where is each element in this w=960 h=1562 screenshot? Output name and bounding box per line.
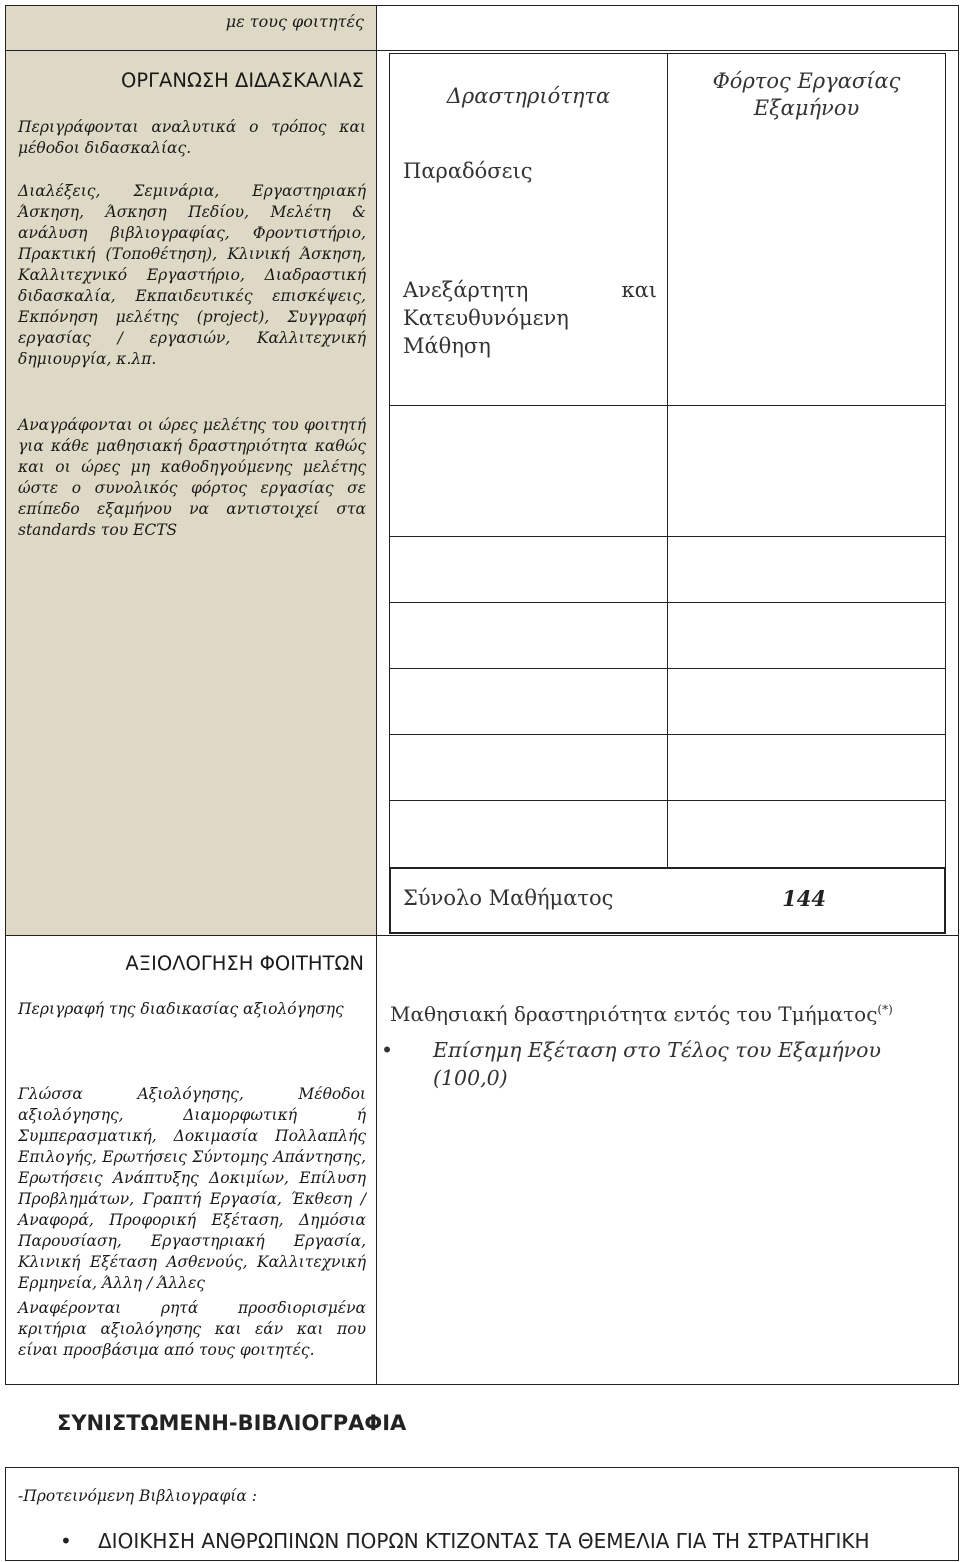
workload-note: Αναγράφονται οι ώρες μελέτης του φοιτητή για κάθε μαθησιακή δραστηριότητα καθώς και οι ώρες μη καθοδηγούμενης μελέτης ώστε ο συνολικός φόρτος εργασίας σε επίπεδο εξαμήνου να αντιστοιχεί στα standards του ECTS: [18, 416, 366, 539]
teaching-intro: Περιγράφονται αναλυτικά ο τρόπος και μέθοδοι διδασκαλίας.: [18, 118, 366, 157]
empty-row-b-right: [667, 536, 946, 603]
activity-row-2-cell: [389, 260, 668, 406]
empty-row-d-left: [389, 668, 668, 735]
load-header: Φόρτος Εργασίας Εξαμήνου: [712, 69, 901, 120]
activity-row-2: Ανεξάρτητη και Κατευθυνόμενη Μάθηση: [403, 278, 657, 358]
bibliography-sub-label: -Προτεινόμενη Βιβλιογραφία :: [18, 1487, 258, 1505]
assessment-right-title-sup: (*): [877, 1002, 893, 1017]
assessment-right-title: Μαθησιακή δραστηριότητα εντός του Τμήματος: [390, 1002, 878, 1026]
top-left-text: με τους φοιτητές: [225, 12, 364, 31]
empty-row-b-left: [389, 536, 668, 603]
total-value: 144: [782, 886, 826, 911]
assessment-item-text: Επίσημη Εξέταση στο Τέλος του Εξαμήνου (100,0): [433, 1038, 881, 1090]
activity-row-1-cell: [389, 143, 668, 261]
assessment-criteria-note: Αναφέρονται ρητά προσδιορισμένα κριτήρια αξιολόγησης και εάν και που είναι προσβάσιμα από τους φοιτητές.: [18, 1299, 366, 1359]
empty-row-a-left: [389, 405, 668, 537]
empty-row-e-right: [667, 734, 946, 801]
empty-row-c-right: [667, 602, 946, 669]
empty-row-d-right: [667, 668, 946, 735]
teaching-left-panel: [5, 50, 377, 936]
assessment-heading: ΑΞΙΟΛΟΓΗΣΗ ΦΟΙΤΗΤΩΝ: [125, 952, 364, 975]
total-label: Σύνολο Μαθήματος: [403, 886, 614, 910]
load-row-2-cell: [667, 260, 946, 406]
teaching-methods: Διαλέξεις, Σεμινάρια, Εργαστηριακή Άσκηση, Άσκηση Πεδίου, Μελέτη & ανάλυση βιβλιογραφίας, Φροντιστήριο, Πρακτική (Τοποθέτηση), Κλινική Άσκηση, Καλλιτεχνικό Εργαστήριο, Διαδραστική διδασκαλία, Εκπαιδευτικές επισκέψεις, Εκπόνηση μελέτης (project), Συγγραφή εργασίας / εργασιών, Καλλιτεχνική δημιουργία, κ.λπ.: [18, 182, 366, 368]
bibliography-item-text: ΔΙΟΙΚΗΣΗ ΑΝΘΡΩΠΙΝΩΝ ΠΟΡΩΝ ΚΤΙΖΟΝΤΑΣ ΤΑ ΘΕΜΕΛΙΑ ΓΙΑ ΤΗ ΣΤΡΑΤΗΓΙΚΗ: [98, 1529, 870, 1553]
top-right-cell: [376, 5, 959, 51]
bibliography-list-item: [6, 1528, 956, 1554]
empty-row-a-right: [667, 405, 946, 537]
bibliography-heading: ΣΥΝΙΣΤΩΜΕΝΗ-ΒΙΒΛΙΟΓΡΑΦΙΑ: [57, 1411, 407, 1435]
activity-header: Δραστηριότητα: [446, 84, 611, 108]
activity-header-cell: [389, 53, 668, 144]
assessment-description-label: Περιγραφή της διαδικασίας αξιολόγησης: [18, 1000, 344, 1018]
assessment-left-panel: [5, 935, 377, 1385]
empty-row-f-right: [667, 800, 946, 868]
assessment-right-title-line: [390, 1002, 893, 1026]
assessment-list-item: [377, 1036, 935, 1092]
load-header-cell: [667, 53, 946, 144]
empty-row-c-left: [389, 602, 668, 669]
total-row-cell: [389, 867, 946, 934]
assessment-right-panel: [376, 935, 959, 1385]
empty-row-e-left: [389, 734, 668, 801]
assessment-methods: Γλώσσα Αξιολόγησης, Μέθοδοι αξιολόγησης, Διαμορφωτική ή Συμπερασματική, Δοκιμασία Πολλαπλής Επιλογής, Ερωτήσεις Σύντομης Απάντησης, Ερωτήσεις Ανάπτυξης Δοκιμίων, Επίλυση Προβλημάτων, Γραπτή Εργασία, Έκθεση / Αναφορά, Προφορική Εξέταση, Δημόσια Παρουσίαση, Εργαστηριακή Εργασία, Κλινική Εξέταση Ασθενούς, Καλλιτεχνική Ερμηνεία, Άλλη / Άλλες: [18, 1085, 366, 1292]
top-left-cell: [5, 5, 377, 51]
bibliography-list: [6, 1528, 956, 1554]
activity-row-1: Παραδόσεις: [403, 159, 533, 183]
teaching-heading: ΟΡΓΑΝΩΣΗ ΔΙΔΑΣΚΑΛΙΑΣ: [121, 69, 364, 92]
bibliography-box: [5, 1467, 959, 1561]
assessment-list: [415, 1036, 935, 1092]
load-row-1-cell: [667, 143, 946, 261]
empty-row-f-left: [389, 800, 668, 868]
